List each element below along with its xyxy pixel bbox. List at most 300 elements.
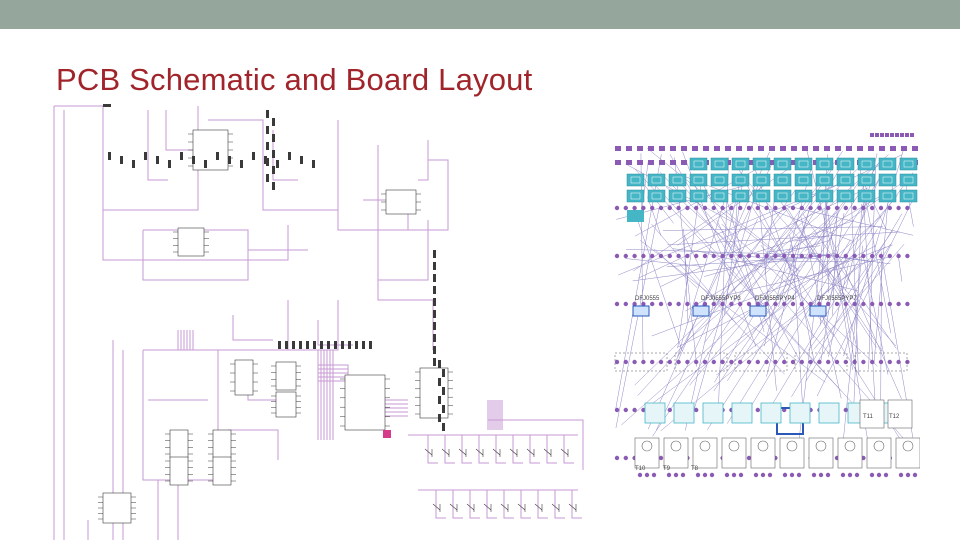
via-pad xyxy=(826,206,830,210)
schematic-wires xyxy=(54,106,583,540)
component-footprint xyxy=(879,174,896,186)
pad xyxy=(870,133,874,137)
pad xyxy=(703,146,709,151)
via-pad xyxy=(632,408,636,412)
regulator-body xyxy=(722,438,746,468)
passive-component xyxy=(132,160,135,168)
board-layout xyxy=(605,128,920,498)
via-pad xyxy=(615,408,619,412)
wire xyxy=(228,430,278,460)
component-footprint xyxy=(732,190,749,202)
component-footprint xyxy=(648,190,665,202)
pad xyxy=(890,146,896,151)
silkscreen-label: DFJ0555PYP7 xyxy=(817,296,857,302)
pad xyxy=(626,160,632,165)
small-footprint xyxy=(761,403,781,423)
via-pad xyxy=(800,302,804,306)
regulator-body xyxy=(780,438,804,468)
regulator-pad xyxy=(645,473,649,477)
via-pad xyxy=(764,360,768,364)
pad xyxy=(905,133,909,137)
passive-component xyxy=(204,160,207,168)
via-pad xyxy=(782,360,786,364)
via-pad xyxy=(826,254,830,258)
via-pad xyxy=(650,206,654,210)
via-pad xyxy=(729,302,733,306)
regulator-pad xyxy=(855,473,859,477)
via-pad xyxy=(641,206,645,210)
regulator-body xyxy=(896,438,920,468)
component-footprint xyxy=(669,174,686,186)
via-pad xyxy=(668,206,672,210)
wire xyxy=(453,490,463,518)
component-footprint xyxy=(711,190,728,202)
ic-chip xyxy=(276,392,296,417)
component-footprint xyxy=(795,174,812,186)
via-pad xyxy=(844,206,848,210)
via-pad xyxy=(712,302,716,306)
ic-chip xyxy=(235,360,253,395)
small-footprint xyxy=(703,403,723,423)
via-pad xyxy=(738,360,742,364)
regulator-pad xyxy=(848,473,852,477)
via-pad xyxy=(720,302,724,306)
wire xyxy=(418,140,428,180)
ratsnest-line xyxy=(616,207,659,428)
ic-chip xyxy=(276,362,296,390)
wire xyxy=(273,130,298,180)
regulator-pad xyxy=(754,473,758,477)
ic-chip xyxy=(170,457,188,485)
via-pad xyxy=(694,360,698,364)
passive-component xyxy=(306,341,309,349)
wire xyxy=(513,435,523,463)
via-pad xyxy=(782,254,786,258)
via-pad xyxy=(800,360,804,364)
regulator-pad xyxy=(790,473,794,477)
passive-component xyxy=(276,160,279,168)
component-footprint xyxy=(627,210,644,222)
passive-component xyxy=(362,341,365,349)
via-pad xyxy=(659,302,663,306)
via-pad xyxy=(694,408,698,412)
pad xyxy=(670,146,676,151)
wire xyxy=(504,490,514,518)
via-pad xyxy=(861,254,865,258)
via-pad xyxy=(624,456,628,460)
via-pad xyxy=(747,360,751,364)
regulator-pad xyxy=(797,473,801,477)
ratsnest-line xyxy=(825,197,852,370)
via-pad xyxy=(870,360,874,364)
passive-component xyxy=(266,158,269,166)
passive-component xyxy=(292,341,295,349)
pad xyxy=(885,133,889,137)
component-footprint xyxy=(858,158,875,170)
silkscreen-label: T9 xyxy=(663,466,671,472)
square-footprint xyxy=(750,306,766,316)
passive-component xyxy=(156,156,159,164)
component-footprint xyxy=(858,174,875,186)
pad xyxy=(615,160,621,165)
pad xyxy=(835,146,841,151)
pad xyxy=(626,146,632,151)
pad xyxy=(714,146,720,151)
via-pad xyxy=(896,206,900,210)
passive-component xyxy=(438,360,441,368)
regulator-body xyxy=(751,438,775,468)
via-pad xyxy=(852,302,856,306)
via-pad xyxy=(844,408,848,412)
component-footprint xyxy=(837,190,854,202)
via-pad xyxy=(668,302,672,306)
via-pad xyxy=(668,360,672,364)
via-pad xyxy=(888,302,892,306)
via-pad xyxy=(826,360,830,364)
component-footprint xyxy=(648,174,665,186)
via-pad xyxy=(835,206,839,210)
component-footprint xyxy=(774,190,791,202)
connector-outline xyxy=(675,353,727,371)
component-footprint xyxy=(879,158,896,170)
via-pad xyxy=(852,206,856,210)
via-pad xyxy=(747,456,751,460)
component-footprint xyxy=(690,174,707,186)
ratsnest-line xyxy=(621,259,809,425)
via-pad xyxy=(694,206,698,210)
via-pad xyxy=(870,206,874,210)
wire xyxy=(547,435,557,463)
via-pad xyxy=(861,360,865,364)
via-pad xyxy=(685,302,689,306)
passive-component xyxy=(348,341,351,349)
silkscreen-label: DFJ0555 xyxy=(635,296,660,302)
via-pad xyxy=(870,302,874,306)
via-pad xyxy=(632,360,636,364)
via-pad xyxy=(791,360,795,364)
via-pad xyxy=(641,360,645,364)
pad xyxy=(857,146,863,151)
via-pad xyxy=(844,302,848,306)
component-footprint xyxy=(711,174,728,186)
component-footprint xyxy=(753,158,770,170)
via-pad xyxy=(712,360,716,364)
via-pad xyxy=(800,254,804,258)
pad xyxy=(637,146,643,151)
via-pad xyxy=(668,254,672,258)
via-pad xyxy=(888,360,892,364)
component-footprint xyxy=(690,190,707,202)
via-pad xyxy=(615,302,619,306)
regulator-pad xyxy=(826,473,830,477)
wire xyxy=(148,110,168,180)
via-pad xyxy=(685,254,689,258)
via-pad xyxy=(817,360,821,364)
via-pad xyxy=(861,302,865,306)
via-pad xyxy=(879,254,883,258)
via-pad xyxy=(659,206,663,210)
passive-component xyxy=(144,152,147,160)
component-footprint xyxy=(900,174,917,186)
passive-component xyxy=(433,334,436,342)
via-pad xyxy=(782,206,786,210)
passive-component xyxy=(438,414,441,422)
via-pad xyxy=(632,206,636,210)
via-pad xyxy=(835,254,839,258)
via-pad xyxy=(826,302,830,306)
regulator-pad xyxy=(725,473,729,477)
component-footprint xyxy=(711,158,728,170)
pad xyxy=(692,146,698,151)
passive-component xyxy=(433,274,436,282)
regulator-body xyxy=(838,438,862,468)
component-footprint xyxy=(816,158,833,170)
wire xyxy=(428,435,438,463)
passive-component xyxy=(433,310,436,318)
component-footprint xyxy=(669,190,686,202)
pad xyxy=(736,146,742,151)
via-pad xyxy=(870,254,874,258)
via-pad xyxy=(905,206,909,210)
via-pad xyxy=(773,302,777,306)
regulator-pad xyxy=(681,473,685,477)
via-pad xyxy=(632,254,636,258)
via-pad xyxy=(791,206,795,210)
small-footprint xyxy=(732,403,752,423)
component-footprint xyxy=(879,190,896,202)
passive-component xyxy=(272,134,275,142)
component-footprint xyxy=(900,158,917,170)
via-pad xyxy=(861,206,865,210)
component-footprint xyxy=(690,158,707,170)
passive-component xyxy=(272,118,275,126)
regulator-body xyxy=(693,438,717,468)
ratsnest-line xyxy=(828,263,848,356)
passive-component xyxy=(313,341,316,349)
passive-component xyxy=(369,341,372,349)
regulator-pad xyxy=(812,473,816,477)
regulator-pad xyxy=(884,473,888,477)
passive-component xyxy=(438,396,441,404)
wire xyxy=(555,490,565,518)
pad xyxy=(747,146,753,151)
via-pad xyxy=(782,302,786,306)
passive-component xyxy=(327,341,330,349)
via-pad xyxy=(844,254,848,258)
via-pad xyxy=(756,206,760,210)
pad xyxy=(879,146,885,151)
passive-component xyxy=(266,110,269,118)
silkscreen-label: DFJ0555PYP4 xyxy=(755,296,795,302)
via-pad xyxy=(650,360,654,364)
component-footprint xyxy=(816,190,833,202)
regulator-pad xyxy=(696,473,700,477)
pad xyxy=(880,133,884,137)
via-pad xyxy=(720,254,724,258)
via-pad xyxy=(896,302,900,306)
component-footprint xyxy=(627,174,644,186)
passive-component xyxy=(180,152,183,160)
via-pad xyxy=(896,360,900,364)
via-pad xyxy=(624,254,628,258)
passive-component xyxy=(228,156,231,164)
component-footprint xyxy=(837,158,854,170)
pad xyxy=(813,146,819,151)
silkscreen-label: T12 xyxy=(889,414,900,420)
passive-component xyxy=(285,341,288,349)
via-pad xyxy=(756,408,760,412)
via-pad xyxy=(650,302,654,306)
passive-component xyxy=(433,298,436,306)
regulator-body xyxy=(867,438,891,468)
ratsnest-line xyxy=(638,222,682,352)
wire xyxy=(487,490,497,518)
via-pad xyxy=(738,302,742,306)
via-pad xyxy=(879,206,883,210)
via-pad xyxy=(773,360,777,364)
pad xyxy=(659,160,665,165)
component-footprint xyxy=(816,174,833,186)
passive-component xyxy=(266,174,269,182)
via-pad xyxy=(747,254,751,258)
ic-chip xyxy=(170,430,188,458)
small-footprint xyxy=(790,403,810,423)
regulator-pad xyxy=(652,473,656,477)
via-pad xyxy=(905,302,909,306)
regulator-pad xyxy=(906,473,910,477)
passive-component xyxy=(288,152,291,160)
via-pad xyxy=(712,206,716,210)
ratsnest-line xyxy=(806,236,882,351)
via-pad xyxy=(624,360,628,364)
via-pad xyxy=(641,254,645,258)
ic-chip xyxy=(193,130,228,170)
pad xyxy=(890,133,894,137)
via-pad xyxy=(791,254,795,258)
component-footprint xyxy=(774,158,791,170)
passive-component xyxy=(266,126,269,134)
ic-chip xyxy=(386,190,416,214)
pad xyxy=(670,160,676,165)
via-pad xyxy=(844,360,848,364)
wire xyxy=(233,315,273,340)
silkscreen-label: T11 xyxy=(863,414,873,420)
ic-chip xyxy=(345,375,385,430)
small-footprint xyxy=(819,403,839,423)
via-pad xyxy=(764,254,768,258)
pad xyxy=(846,146,852,151)
via-pad xyxy=(879,360,883,364)
via-pad xyxy=(729,254,733,258)
via-pad xyxy=(615,360,619,364)
passive-component xyxy=(433,358,436,366)
passive-component xyxy=(320,341,323,349)
pad xyxy=(910,133,914,137)
wire xyxy=(496,435,506,463)
passive-component xyxy=(168,160,171,168)
top-bar xyxy=(0,0,960,29)
via-pad xyxy=(615,456,619,460)
passive-component xyxy=(442,369,445,377)
via-pad xyxy=(808,360,812,364)
via-pad xyxy=(703,206,707,210)
wire xyxy=(378,220,428,280)
small-footprint xyxy=(645,403,665,423)
component-footprint xyxy=(837,174,854,186)
via-pad xyxy=(888,254,892,258)
via-pad xyxy=(747,206,751,210)
via-pad xyxy=(817,206,821,210)
via-pad xyxy=(852,360,856,364)
component-footprint xyxy=(774,174,791,186)
via-pad xyxy=(888,206,892,210)
via-pad xyxy=(905,254,909,258)
via-pad xyxy=(738,206,742,210)
via-pad xyxy=(905,360,909,364)
pad xyxy=(802,146,808,151)
passive-component xyxy=(278,341,281,349)
component-footprint xyxy=(732,174,749,186)
via-pad xyxy=(703,360,707,364)
passive-component xyxy=(433,262,436,270)
ratsnest-line xyxy=(786,206,913,236)
wire xyxy=(445,435,455,463)
via-pad xyxy=(650,254,654,258)
via-pad xyxy=(808,206,812,210)
power-marker xyxy=(103,104,111,107)
passive-component xyxy=(442,387,445,395)
via-pad xyxy=(852,254,856,258)
passive-component xyxy=(341,341,344,349)
pad xyxy=(615,146,621,151)
regulator-pad xyxy=(870,473,874,477)
passive-component xyxy=(272,166,275,174)
via-pad xyxy=(676,206,680,210)
regulator-pad xyxy=(899,473,903,477)
passive-component xyxy=(355,341,358,349)
via-pad xyxy=(615,206,619,210)
component-footprint xyxy=(858,190,875,202)
pad xyxy=(875,133,879,137)
via-pad xyxy=(800,206,804,210)
regulator-pad xyxy=(877,473,881,477)
via-pad xyxy=(624,302,628,306)
regulator-pad xyxy=(783,473,787,477)
regulator-pad xyxy=(761,473,765,477)
ic-chip xyxy=(213,457,231,485)
via-pad xyxy=(624,408,628,412)
ic-chip xyxy=(213,430,231,458)
via-pad xyxy=(676,254,680,258)
wire xyxy=(54,106,198,210)
component-footprint xyxy=(795,190,812,202)
component-footprint xyxy=(627,190,644,202)
small-footprint xyxy=(674,403,694,423)
regulator-body xyxy=(809,438,833,468)
component-footprint xyxy=(753,190,770,202)
passive-component xyxy=(334,341,337,349)
wire xyxy=(462,435,472,463)
pad xyxy=(681,146,687,151)
pad xyxy=(780,146,786,151)
via-pad xyxy=(738,254,742,258)
regulator-pad xyxy=(768,473,772,477)
via-pad xyxy=(659,360,663,364)
via-pad xyxy=(756,360,760,364)
regulator-pad xyxy=(674,473,678,477)
passive-component xyxy=(433,286,436,294)
component-footprint xyxy=(753,174,770,186)
